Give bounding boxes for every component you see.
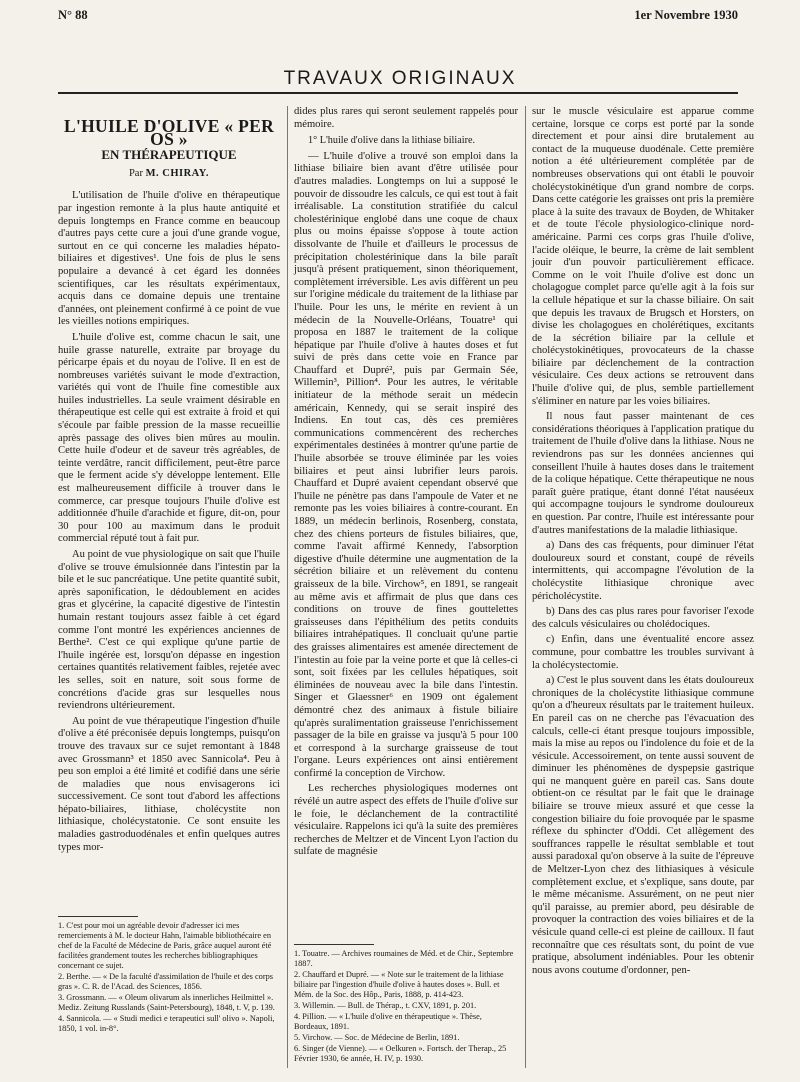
issue-number: N° 88 [58, 8, 88, 22]
paragraph: b) Dans des cas plus rares pour favoriser l'exode des calculs vésiculaires ou cholédociques. [532, 606, 754, 630]
footnote-rule [58, 916, 138, 917]
footnote: 2. Berthe. — « De la faculté d'assimilation de l'huile et des corps gras ». C. R. de l'Acad. des Sciences, 1856. [58, 972, 273, 991]
column-1 [58, 106, 280, 857]
author-name: M. CHIRAY. [145, 167, 210, 179]
footnote: 1. C'est pour moi un agréable devoir d'adresser ici mes remerciements à M. le docteur Hahn, l'aimable bibliothécaire en chef de la Faculté de Médecine de Paris, grâce auquel auront été facilitées grandement toutes les recherches bibliographiques concernant ce sujet. [58, 921, 272, 970]
paragraph: L'utilisation de l'huile d'olive en thérapeutique par ingestion remonte à la plus haute antiquité et depuis longtemps en France comme en beaucoup d'autres pays cette cure a joui d'une grande vogue, surtout en ce qui concerne les maladies hépato-biliaires et digestives¹. Une fois de plus le sens populaire a devancé à cet égard les données scientifiques, car les résultats expérimentaux, acquis dans ce domaine depuis une trentaine d'années, ont pleinement confirmé à ce point de vue les vieilles notions empiriques. [58, 190, 280, 328]
article-author [58, 168, 280, 181]
paragraph: sur le muscle vésiculaire est apparue comme certaine, lorsque ce corps est porté par la sonde directement et pour ainsi dire brutalement au contact de la muqueuse duodénale. Cette première notion a été ultérieurement complétée par de nombreuses observations qui ont établi le pouvoir cholécystokinétique d'un grand nombre de corps. Dans cette catégorie les graisses ont pris la première place à la suite des travaux de Boyden, de Whitaker et de toute l'école physiologico-clinique nord-américaine. Parmi ces corps gras l'huile d'olive, l'acide oléique, le beurre, la crème de lait semblent jouir d'un pouvoir particulièrement efficace. Comme on le voit l'huile d'olive est donc un cholagogue complet parce qu'elle agit à la fois sur la cellule hépatique et sur la chasse biliaire. On sait que depuis les travaux de Brugsch et Horsters, on divise les cholagogues en cholérétiques, excitants de la sécrétion biliaire par la cellule et cholécystokinétiques, provocateurs de la chasse biliaire par déclenchement de la contraction vésiculaire. Ces deux actions se retrouvent dans l'huile d'olive qui, de plus, semble partiellement s'éliminer en nature par les voies biliaires. [532, 106, 754, 407]
footnotes-column-1 [58, 921, 280, 1035]
paragraph: a) C'est le plus souvent dans les états douloureux chroniques de la cholécystite lithiasique commune qu'on a d'heureux résultats par le traitement huileux. En pareil cas on ne cherche pas l'évacuation des calculs, celle-ci étant presque toujours impossible, mais la mise au repos ou l'indolence du foie et de la vésicule. Accessoirement, on tente aussi souvent de diminuer les phénomènes de dyspepsie gastrique qui ne manquent guère en pareil cas. Sans doute obtient-on ce résultat par le fait que le drainage biliaire se trouve mieux assuré et que cesse la congestion biliaire du foie provoquée par le spasme réflexe du sphincter d'Oddi. Cet allègement des souffrances rappelle le résultat semblable et tout aussi paradoxal qu'on observe à la suite de l'épreuve de Meltzer-Lyon chez des lithiasiques à vésicule complètement exclue, et s'explique, sans doute, par le même mécanisme. Assurément, on ne peut nier qu'il paraisse, au premier abord, peu désirable de provoquer la contraction des voies biliaires et de la vésicule quand celle-ci est pleine de cailloux. Il faut reconnaître que ces résultats sont, du point de vue pratique, absolument indéniables. Pour les obtenir nous avons coutume d'ordonner, pen- [532, 675, 754, 976]
section-title: TRAVAUX ORIGINAUX [283, 68, 517, 89]
subsection-heading: 1° L'huile d'olive dans la lithiase biliaire. [308, 135, 476, 147]
footnote: 5. Virchow. — Soc. de Médecine de Berlin, 1891. [294, 1033, 460, 1042]
footnote: 4. Sannicola. — « Studi medici e terapeutici sull' olivo ». Napoli, 1850, 1 vol. in-8°. [58, 1014, 275, 1033]
paragraph: Les recherches physiologiques modernes ont révélé un autre aspect des effets de l'huile d'olive sur le foie, le déclanchement de la contractilité vésiculaire. Rappelons ici qu'à la suite des premières recherches de Meltzer et de Vincent Lyon l'action du sulfate de magnésie [294, 783, 518, 858]
column-divider [287, 106, 288, 1068]
author-prefix: Par [128, 167, 143, 179]
footnote: 3. Willemin. — Bull. de Thérap., t. CXV, 1891, p. 201. [294, 1001, 477, 1010]
page-header [58, 8, 738, 32]
header-rule [58, 92, 738, 94]
footnotes-column-2 [294, 949, 518, 1065]
paragraph: dides plus rares qui seront seulement rappelés pour mémoire. [294, 106, 518, 130]
footnote: 3. Grossmann. — « Oleum olivarum als innerliches Heilmittel ». Mediz. Zeitung Russlands (Saint-Petersbourg), 1848, t. V, p. 139. [58, 993, 275, 1012]
footnote-rule [294, 944, 374, 945]
paragraph: Il nous faut passer maintenant de ces considérations théoriques à l'application pratique du traitement de l'huile d'olive dans la lithiase. Nous ne reviendrons pas sur les données anciennes qui conseillent l'huile à hautes doses dans le traitement de la colique hépatique. Cette thérapeutique ne nous paraît guère pratique, étant donné l'état nauséeux qui accompagne toujours le syndrome douloureux en question. Par contre, l'huile est intéressante pour d'autres manifestations de la maladie lithiasique. [532, 411, 754, 536]
footnote: 4. Pillion. — « L'huile d'olive en thérapeutique ». Thèse, Bordeaux, 1891. [294, 1012, 482, 1031]
column-3 [532, 106, 754, 980]
article-title: L'HUILE D'OLIVE « PER OS » [63, 116, 275, 149]
column-divider [525, 106, 526, 1068]
column-2 [294, 106, 518, 862]
paragraph: L'huile d'olive est, comme chacun le sait, une huile grasse naturelle, extraite par broyage du péricarpe épais et du noyau de l'olive. Il en est de nombreuses variétés suivant le mode d'extraction, variétés qui vont de l'huile fine comestible aux huiles industrielles. La seule vraiment désirable en thérapeutique est celle qui est extraite à froid et qui s'écoule par faible pression de la masse recueillie après passage des olives bien mûres au moulin. Cette huile d'odeur et de saveur très agréables, de teinte verdâtre, rancit difficilement, peut-être parce que le ferment acide s'y développe lentement. Elle est malheureusement difficile à trouver dans le commerce, car presque toujours l'huile d'olive est additionnée d'huile d'arachide et figure, dit-on, pour 30 pour 100 au maximum dans le produit commercial réputé tout à fait pur. [58, 331, 280, 545]
footnote: 1. Touatre. — Archives roumaines de Méd. et de Chir., Septembre 1887. [294, 949, 514, 968]
footnote: 6. Singer (de Vienne). — « Oelkuren ». Fortsch. der Therap., 25 Février 1930, 6e année, H. IV, p. 1930. [294, 1044, 507, 1063]
paragraph: — L'huile d'olive a trouvé son emploi dans la lithiase biliaire bien avant d'être utilisée pour d'autres maladies. Longtemps on lui a supposé le pouvoir de dissoudre les calculs, ce qui est tout à fait irréalisable. La constitution stratifiée du calcul cholestérinique englobé dans une coque de chaux plus ou moins épaisse s'oppose à toute action dissolvante de l'huile et d'ailleurs le processus de précipitation cholestérinique dans la bile paraît jusqu'à présent pratiquement, sinon théoriquement, complètement irréversible. Les avis diffèrent un peu sur l'origine médicale du traitement de la lithiase par l'huile. Pour les uns, le mérite en revient à un médecin de la Nouvelle-Orléans, Touatre¹ qui proposa en 1887 le traitement de la colique hépatique par l'huile d'olive à hautes doses et fut suivi de près dans cette voie en France par Chauffard et Dupré², puis par Germain Sée, Willemin³, Pillion⁴. Pour les autres, le véritable initiateur de la méthode serait un médecin américain, Kennedy, qui se serait inspiré des Indiens. En tout cas, dès ces premières communications commencèrent des recherches expérimentales destinées à montrer qu'une partie de l'huile absorbée se trouve éliminée par les voies biliaires et peut ainsi lubrifier leurs parois. Chauffard et Dupré avaient cependant observé que l'huile ne pénètre pas dans l'ampoule de Vater et ne remonte pas les voies biliaires à contre-courant. En 1889, un médecin berlinois, Rosenberg, constata, chez des chiens porteurs de fistules biliaires, que, comme l'avait affirmé Kennedy, l'absorption digestive d'huile détermine une augmentation de la sécrétion biliaire et un relèvement du contenu graisseux de la bile. Virchow⁵, en 1891, se rangeait au même avis et affirmait de plus que dans ces conditions on trouve de fines gouttelettes graisseuses dans l'épithélium des petits conduits biliaires intrahépatiques. Il concluait qu'une partie des graisses alimentaires est amenée directement de l'intestin au foie par la veine porte et que là celles-ci sont, soit fixées par les cellules hépatiques, soit éliminées de nouveau avec la bile dans l'intestin. Singer et Glaessner⁶ en 1909 ont également démontré chez des animaux à fistule biliaire qu'après suralimentation graisseuse l'enrichissement passager de la bile en graisse va jusqu'à 5 pour 100 et correspond à la surcharge graisseuse de tout l'organe. Leurs expériences ont ainsi entièrement confirmé la conception de Virchow. [294, 150, 518, 779]
issue-date: 1er Novembre 1930 [634, 8, 738, 22]
paragraph: Au point de vue physiologique on sait que l'huile d'olive se trouve émulsionnée dans l'intestin par la bile et le suc pancréatique. Une petite quantité subit, après saponification, le dédoublement en acides gras et glycérine, la capacité digestive de l'intestin humain restant toujours assez faible à cet égard comme l'ont montré les expériences anciennes de Berthe². C'est ce qui explique qu'une partie de l'huile ingérée est, lorsqu'on dépasse en ingestion certaines quantités relativement faibles, rejetée avec les selles, soit en nature, soit sous forme de concrétions d'acide gras sur lesquelles nous reviendrons ultérieurement. [58, 549, 280, 712]
article-subtitle: EN THÉRAPEUTIQUE [101, 147, 237, 163]
paragraph: Au point de vue thérapeutique l'ingestion d'huile d'olive a été préconisée depuis longtemps, puisqu'on trouve des travaux sur ce sujet remontant à 1848 avec Grossmann³ et 1850 avec Sannicola⁴. Peu à peu son emploi a été limité et codifié dans une série de maladies que nous envisagerons ici successivement. Ce sont tout d'abord les affections hépato-biliaires, lithiase, cholécystite non lithiasique, cholécystatonie. Ce sont ensuite les maladies gastroduodénales et enfin quelques autres types mor- [58, 715, 280, 853]
footnote: 2. Chauffard et Dupré. — « Note sur le traitement de la lithiase biliaire par l'ingestion d'huile d'olive à hautes doses ». Bull. et Mém. de la Soc. des Hôp., Paris, 1888, p. 414-423. [294, 970, 504, 999]
paragraph: a) Dans des cas fréquents, pour diminuer l'état douloureux sourd et constant, coupé de réveils intermittents, qui accompagne l'évolution de la cholécystite lithiasique chronique avec péricholécystite. [532, 540, 754, 602]
paragraph: c) Enfin, dans une éventualité encore assez commune, pour combattre les troubles survivant à la cholécystectomie. [532, 634, 754, 671]
